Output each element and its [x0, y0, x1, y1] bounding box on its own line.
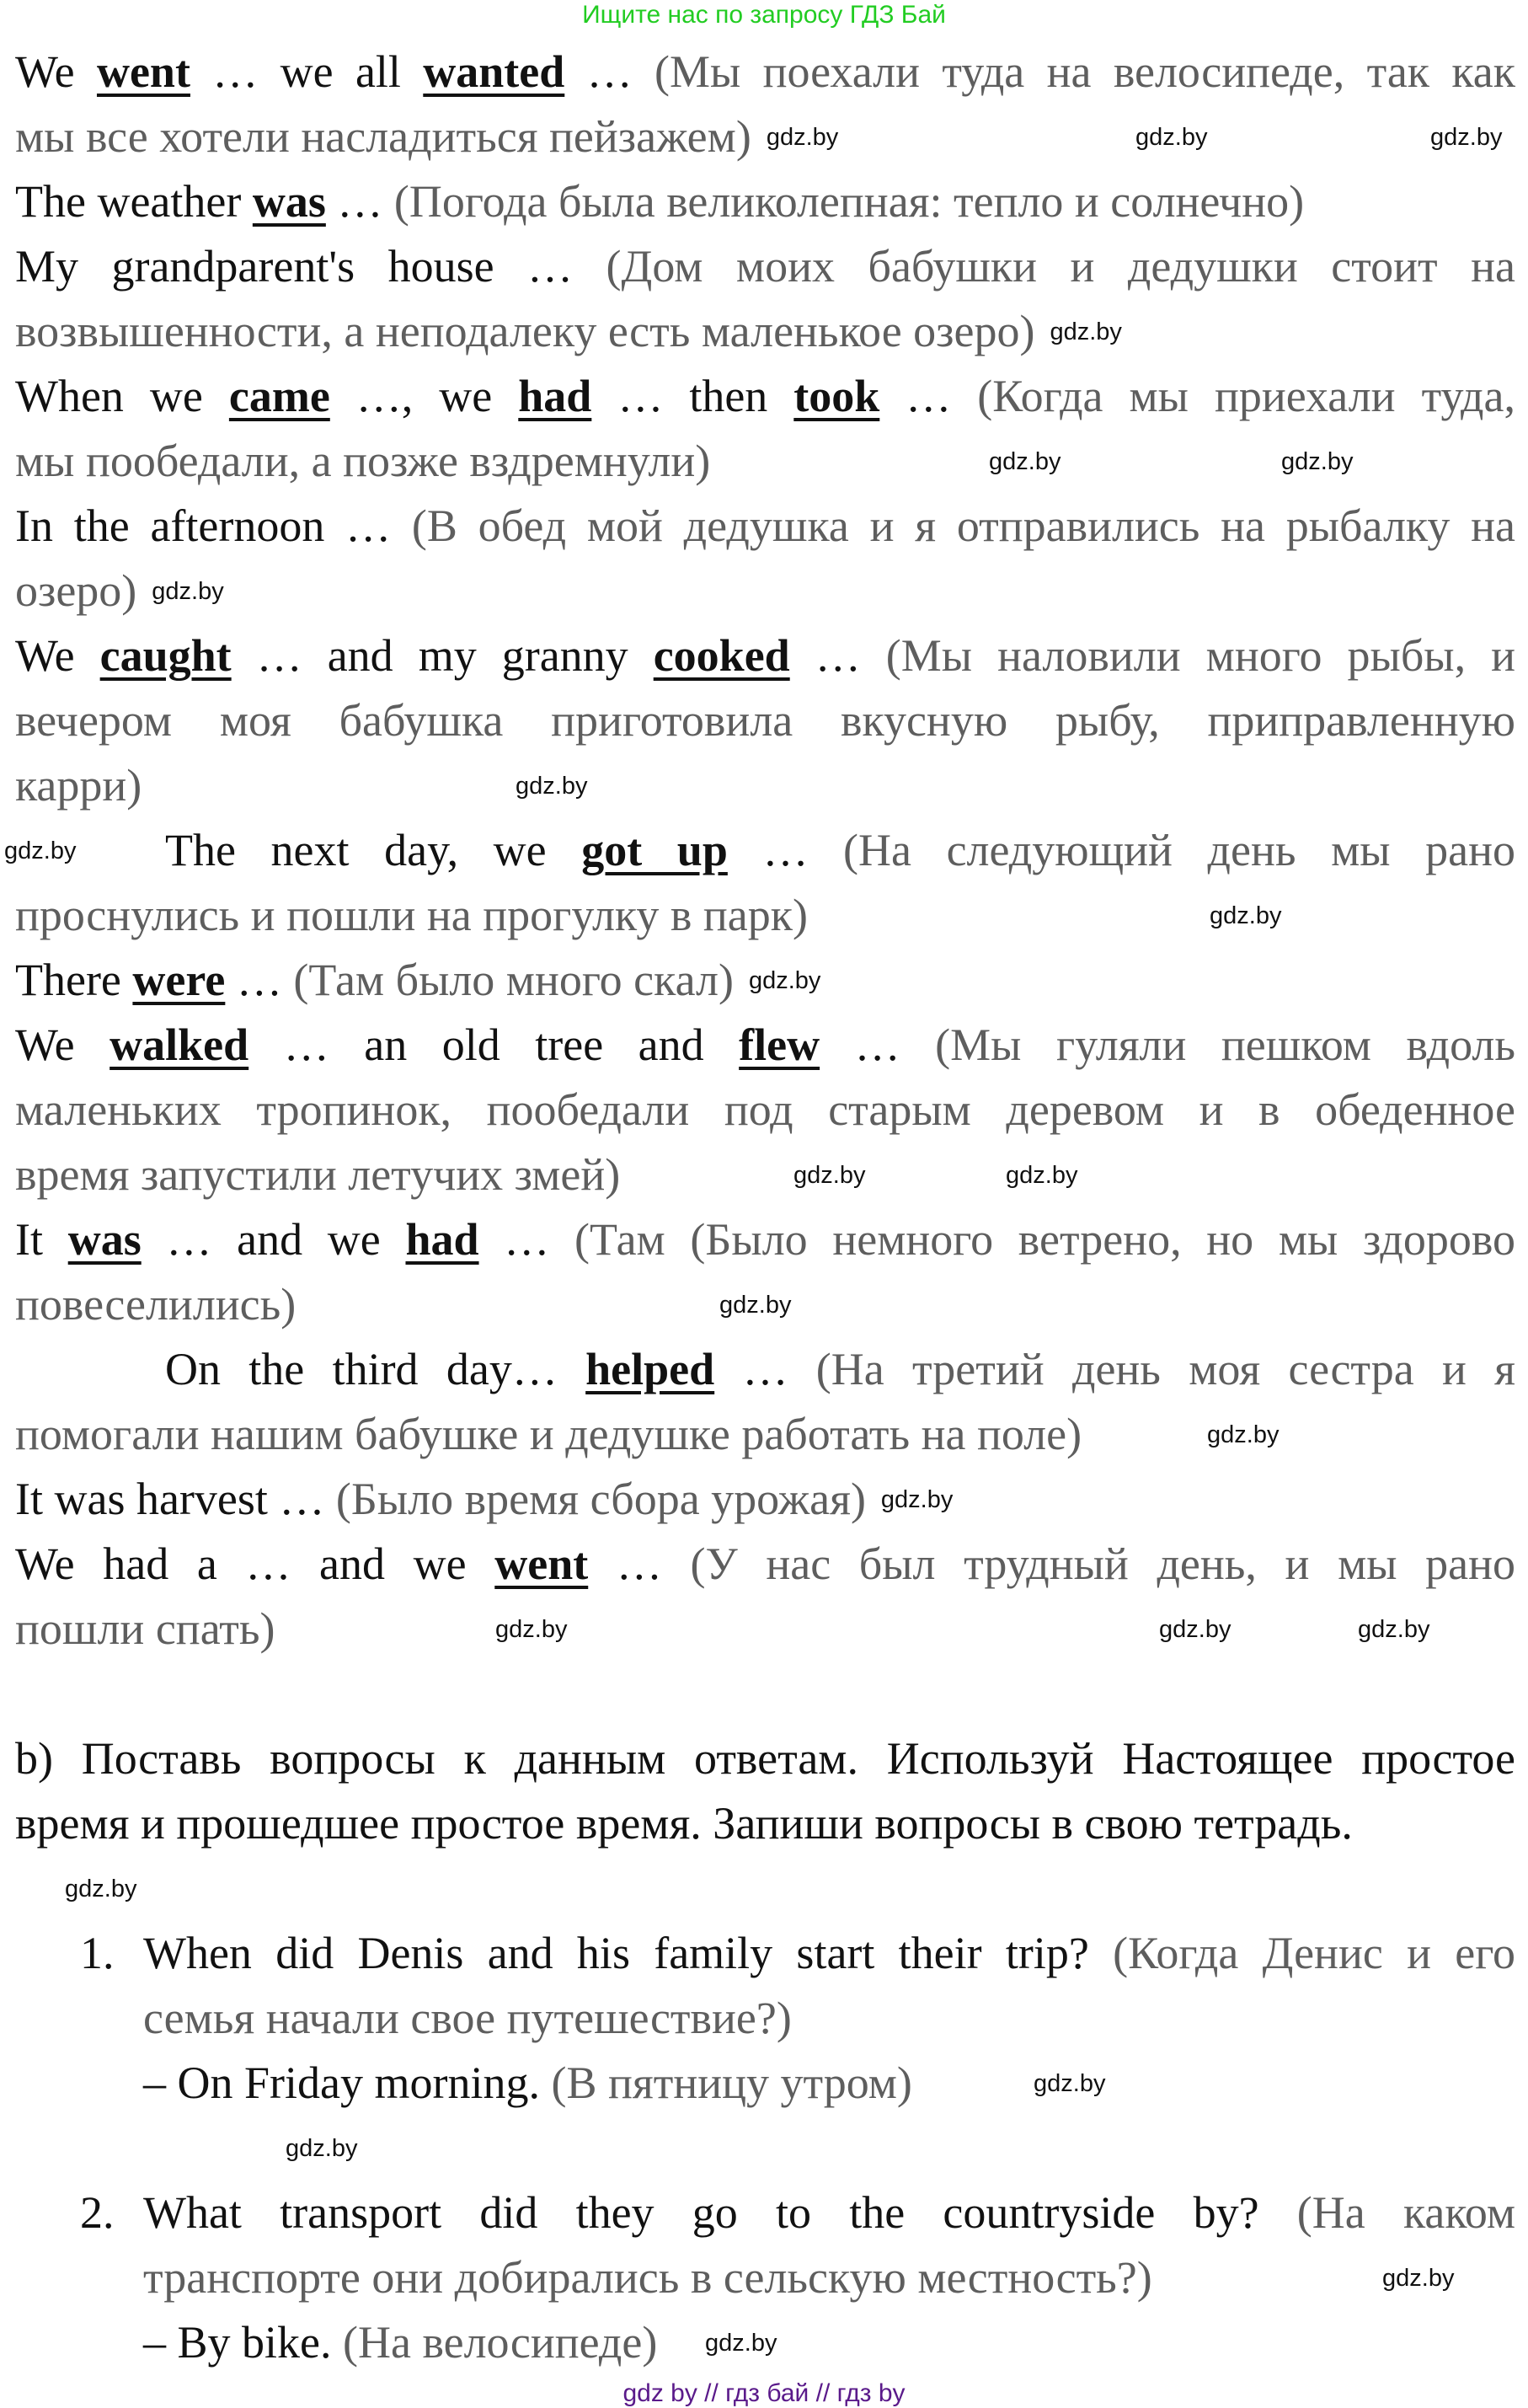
text-line — [15, 1467, 1515, 1532]
gdz-watermark: gdz.by — [1210, 902, 1282, 929]
gdz-watermark: gdz.by — [793, 1161, 866, 1189]
russian-translation: (На третий день моя сестра и я — [815, 1344, 1515, 1394]
russian-translation: карри) — [15, 760, 142, 811]
russian-translation: повеселились) — [15, 1279, 297, 1330]
answer-word: got up — [581, 825, 728, 875]
english-text: In the afternoon … — [15, 500, 412, 551]
english-text: … then — [591, 371, 794, 421]
english-text: What transport did they go to the countryside by? — [143, 2187, 1297, 2238]
english-text: The weather — [15, 176, 253, 227]
gdz-watermark: gdz.by — [495, 1615, 568, 1643]
footer-watermark: gdz by // гдз бай // гдз by — [622, 2379, 906, 2407]
gdz-watermark: gdz.by — [719, 1291, 792, 1319]
text-line — [15, 1013, 1515, 1078]
english-text: When we — [15, 371, 229, 421]
russian-translation: (Мы наловили много рыбы, и — [885, 630, 1516, 681]
answer-word: went — [494, 1538, 589, 1589]
answer-word: went — [96, 46, 190, 97]
english-text: … an old tree and — [248, 1019, 740, 1070]
spacer — [15, 1662, 1515, 1726]
russian-translation: (Погода была великолепная: тепло и солнечно) — [393, 176, 1305, 227]
english-text: – By bike. — [143, 2317, 343, 2368]
text-line — [15, 1078, 1515, 1142]
text-line — [15, 688, 1515, 753]
text-line — [15, 1726, 1515, 1791]
english-text: The next day, we — [165, 825, 582, 875]
answer-word: were — [132, 955, 226, 1005]
answer-word: came — [228, 371, 330, 421]
text-line — [15, 1532, 1515, 1597]
text-line — [15, 494, 1515, 559]
english-text: … — [879, 371, 978, 421]
gdz-watermark: gdz.by — [1159, 1615, 1231, 1643]
gdz-watermark: gdz.by — [880, 1485, 954, 1513]
answer-word: cooked — [653, 630, 790, 681]
list-number: 1. — [80, 1928, 115, 1978]
answer-word: flew — [739, 1019, 820, 1070]
gdz-watermark: gdz.by — [1034, 2069, 1106, 2097]
gdz-watermark: gdz.by — [766, 123, 839, 151]
english-text: … we all — [190, 46, 424, 97]
russian-translation: озеро) — [15, 565, 137, 616]
gdz-watermark: gdz.by — [1430, 123, 1503, 151]
english-text: …, we — [329, 371, 519, 421]
russian-translation: семья начали свое путешествие?) — [143, 1993, 792, 2043]
gdz-watermark: gdz.by — [65, 1875, 137, 1902]
gdz-watermark: gdz.by — [1281, 447, 1354, 475]
gdz-watermark: gdz.by — [152, 577, 224, 605]
english-text: … — [727, 825, 844, 875]
text-line — [15, 753, 1515, 818]
text-line — [15, 1597, 1515, 1662]
search-hint-header: Ищите нас по запросу ГДЗ Бай — [582, 1, 946, 29]
answer-word: wanted — [423, 46, 565, 97]
task-text: время и прошедшее простое время. Запиши вопросы в свою тетрадь. — [15, 1798, 1353, 1849]
english-text: We — [15, 46, 97, 97]
answer-word: had — [518, 371, 592, 421]
text-line — [15, 1986, 1515, 2051]
english-text: My grandparent's house … — [15, 241, 606, 292]
english-text: We had a … and we — [15, 1538, 495, 1589]
english-text: … — [820, 1019, 936, 1070]
text-line — [15, 40, 1515, 104]
english-text: … — [714, 1344, 816, 1394]
answer-word: was — [67, 1214, 142, 1265]
english-text: … and we — [141, 1214, 406, 1265]
task-text: b) Поставь вопросы к данным ответам. Используй Настоящее простое — [15, 1733, 1515, 1784]
gdz-watermark: gdz.by — [705, 2329, 777, 2357]
text-line — [15, 1402, 1515, 1467]
russian-translation: (Мы гуляли пешком вдоль — [935, 1019, 1515, 1070]
russian-translation: (Когда мы приехали туда, — [977, 371, 1515, 421]
text-line — [15, 2051, 1515, 2116]
gdz-watermark: gdz.by — [1382, 2264, 1455, 2292]
answer-word: caught — [99, 630, 232, 681]
russian-translation: (Когда Денис и его — [1113, 1928, 1516, 1978]
text-line — [15, 623, 1515, 688]
english-text: It was harvest … — [15, 1474, 336, 1524]
russian-translation: проснулись и пошли на прогулку в парк) — [15, 890, 808, 940]
gdz-watermark: gdz.by — [989, 447, 1061, 475]
gdz-watermark: gdz.by — [1135, 123, 1208, 151]
spacer — [15, 2116, 1515, 2181]
answer-word: walked — [110, 1019, 249, 1070]
text-line — [15, 1337, 1515, 1402]
gdz-watermark: gdz.by — [1207, 1421, 1280, 1448]
russian-translation: (Дом моих бабушки и дедушки стоит на — [606, 241, 1515, 292]
text-line — [15, 559, 1515, 623]
gdz-watermark: gdz.by — [286, 2134, 358, 2162]
text-line — [15, 234, 1515, 299]
answer-word: took — [793, 371, 880, 421]
russian-translation: транспорте они добирались в сельскую местность?) — [143, 2252, 1152, 2303]
english-text: We — [15, 1019, 110, 1070]
text-line — [15, 1791, 1515, 1856]
russian-translation: (На велосипеде) — [343, 2317, 658, 2368]
english-text: We — [15, 630, 100, 681]
gdz-watermark: gdz.by — [748, 966, 821, 994]
english-text: … — [564, 46, 654, 97]
english-text: … — [325, 176, 394, 227]
spacer — [15, 1856, 1515, 1921]
gdz-watermark: gdz.by — [516, 772, 588, 800]
english-text: … — [789, 630, 886, 681]
russian-translation: время запустили летучих змей) — [15, 1149, 621, 1200]
list-number: 2. — [80, 2187, 115, 2238]
english-text: It — [15, 1214, 68, 1265]
english-text: … — [478, 1214, 574, 1265]
russian-translation: (На каком — [1296, 2187, 1515, 2238]
text-line — [15, 364, 1515, 429]
english-text: There — [15, 955, 133, 1005]
text-line — [15, 818, 1515, 883]
gdz-watermark: gdz.by — [4, 837, 77, 864]
text-line — [15, 104, 1515, 169]
russian-translation: помогали нашим бабушке и дедушке работать на поле) — [15, 1409, 1082, 1459]
russian-translation: (На следующий день мы рано — [843, 825, 1516, 875]
russian-translation: (Было время сбора урожая) — [335, 1474, 866, 1524]
english-text: … and my granny — [231, 630, 654, 681]
russian-translation: мы все хотели насладиться пейзажем) — [15, 111, 751, 162]
russian-translation: (Мы поехали туда на велосипеде, так как — [654, 46, 1515, 97]
text-line — [15, 1142, 1515, 1207]
answer-word: had — [405, 1214, 479, 1265]
russian-translation: маленьких тропинок, пообедали под старым деревом и в обеденное — [15, 1084, 1515, 1135]
russian-translation: (В пятницу утром) — [551, 2058, 912, 2108]
russian-translation: (Там (Было немного ветрено, но мы здорово — [574, 1214, 1515, 1265]
english-text: On the third day… — [165, 1344, 586, 1394]
russian-translation: (Там было много скал) — [293, 955, 734, 1005]
text-line — [15, 169, 1515, 234]
russian-translation: вечером моя бабушка приготовила вкусную рыбу, приправленную — [15, 695, 1515, 746]
english-text: – On Friday morning. — [143, 2058, 552, 2108]
text-line — [15, 1921, 1515, 1986]
russian-translation: (В обед мой дедушка и я отправились на рыбалку на — [411, 500, 1515, 551]
answer-word: was — [252, 176, 326, 227]
russian-translation: возвышенности, а неподалеку есть маленькое озеро) — [15, 306, 1035, 356]
english-text: When did Denis and his family start their trip? — [143, 1928, 1114, 1978]
text-line — [15, 299, 1515, 364]
english-text: … — [588, 1538, 691, 1589]
russian-translation: пошли спать) — [15, 1603, 275, 1654]
text-line — [15, 2181, 1515, 2245]
answer-word: helped — [585, 1344, 715, 1394]
english-text: … — [225, 955, 294, 1005]
gdz-watermark: gdz.by — [1050, 318, 1122, 345]
gdz-watermark: gdz.by — [1006, 1161, 1078, 1189]
russian-translation: (У нас был трудный день, и мы рано — [690, 1538, 1516, 1589]
text-line — [15, 1207, 1515, 1272]
russian-translation: мы пообедали, а позже вздремнули) — [15, 436, 711, 486]
gdz-watermark: gdz.by — [1358, 1615, 1430, 1643]
document-body — [15, 40, 1515, 2375]
text-line — [15, 883, 1515, 948]
text-line — [15, 2245, 1515, 2310]
